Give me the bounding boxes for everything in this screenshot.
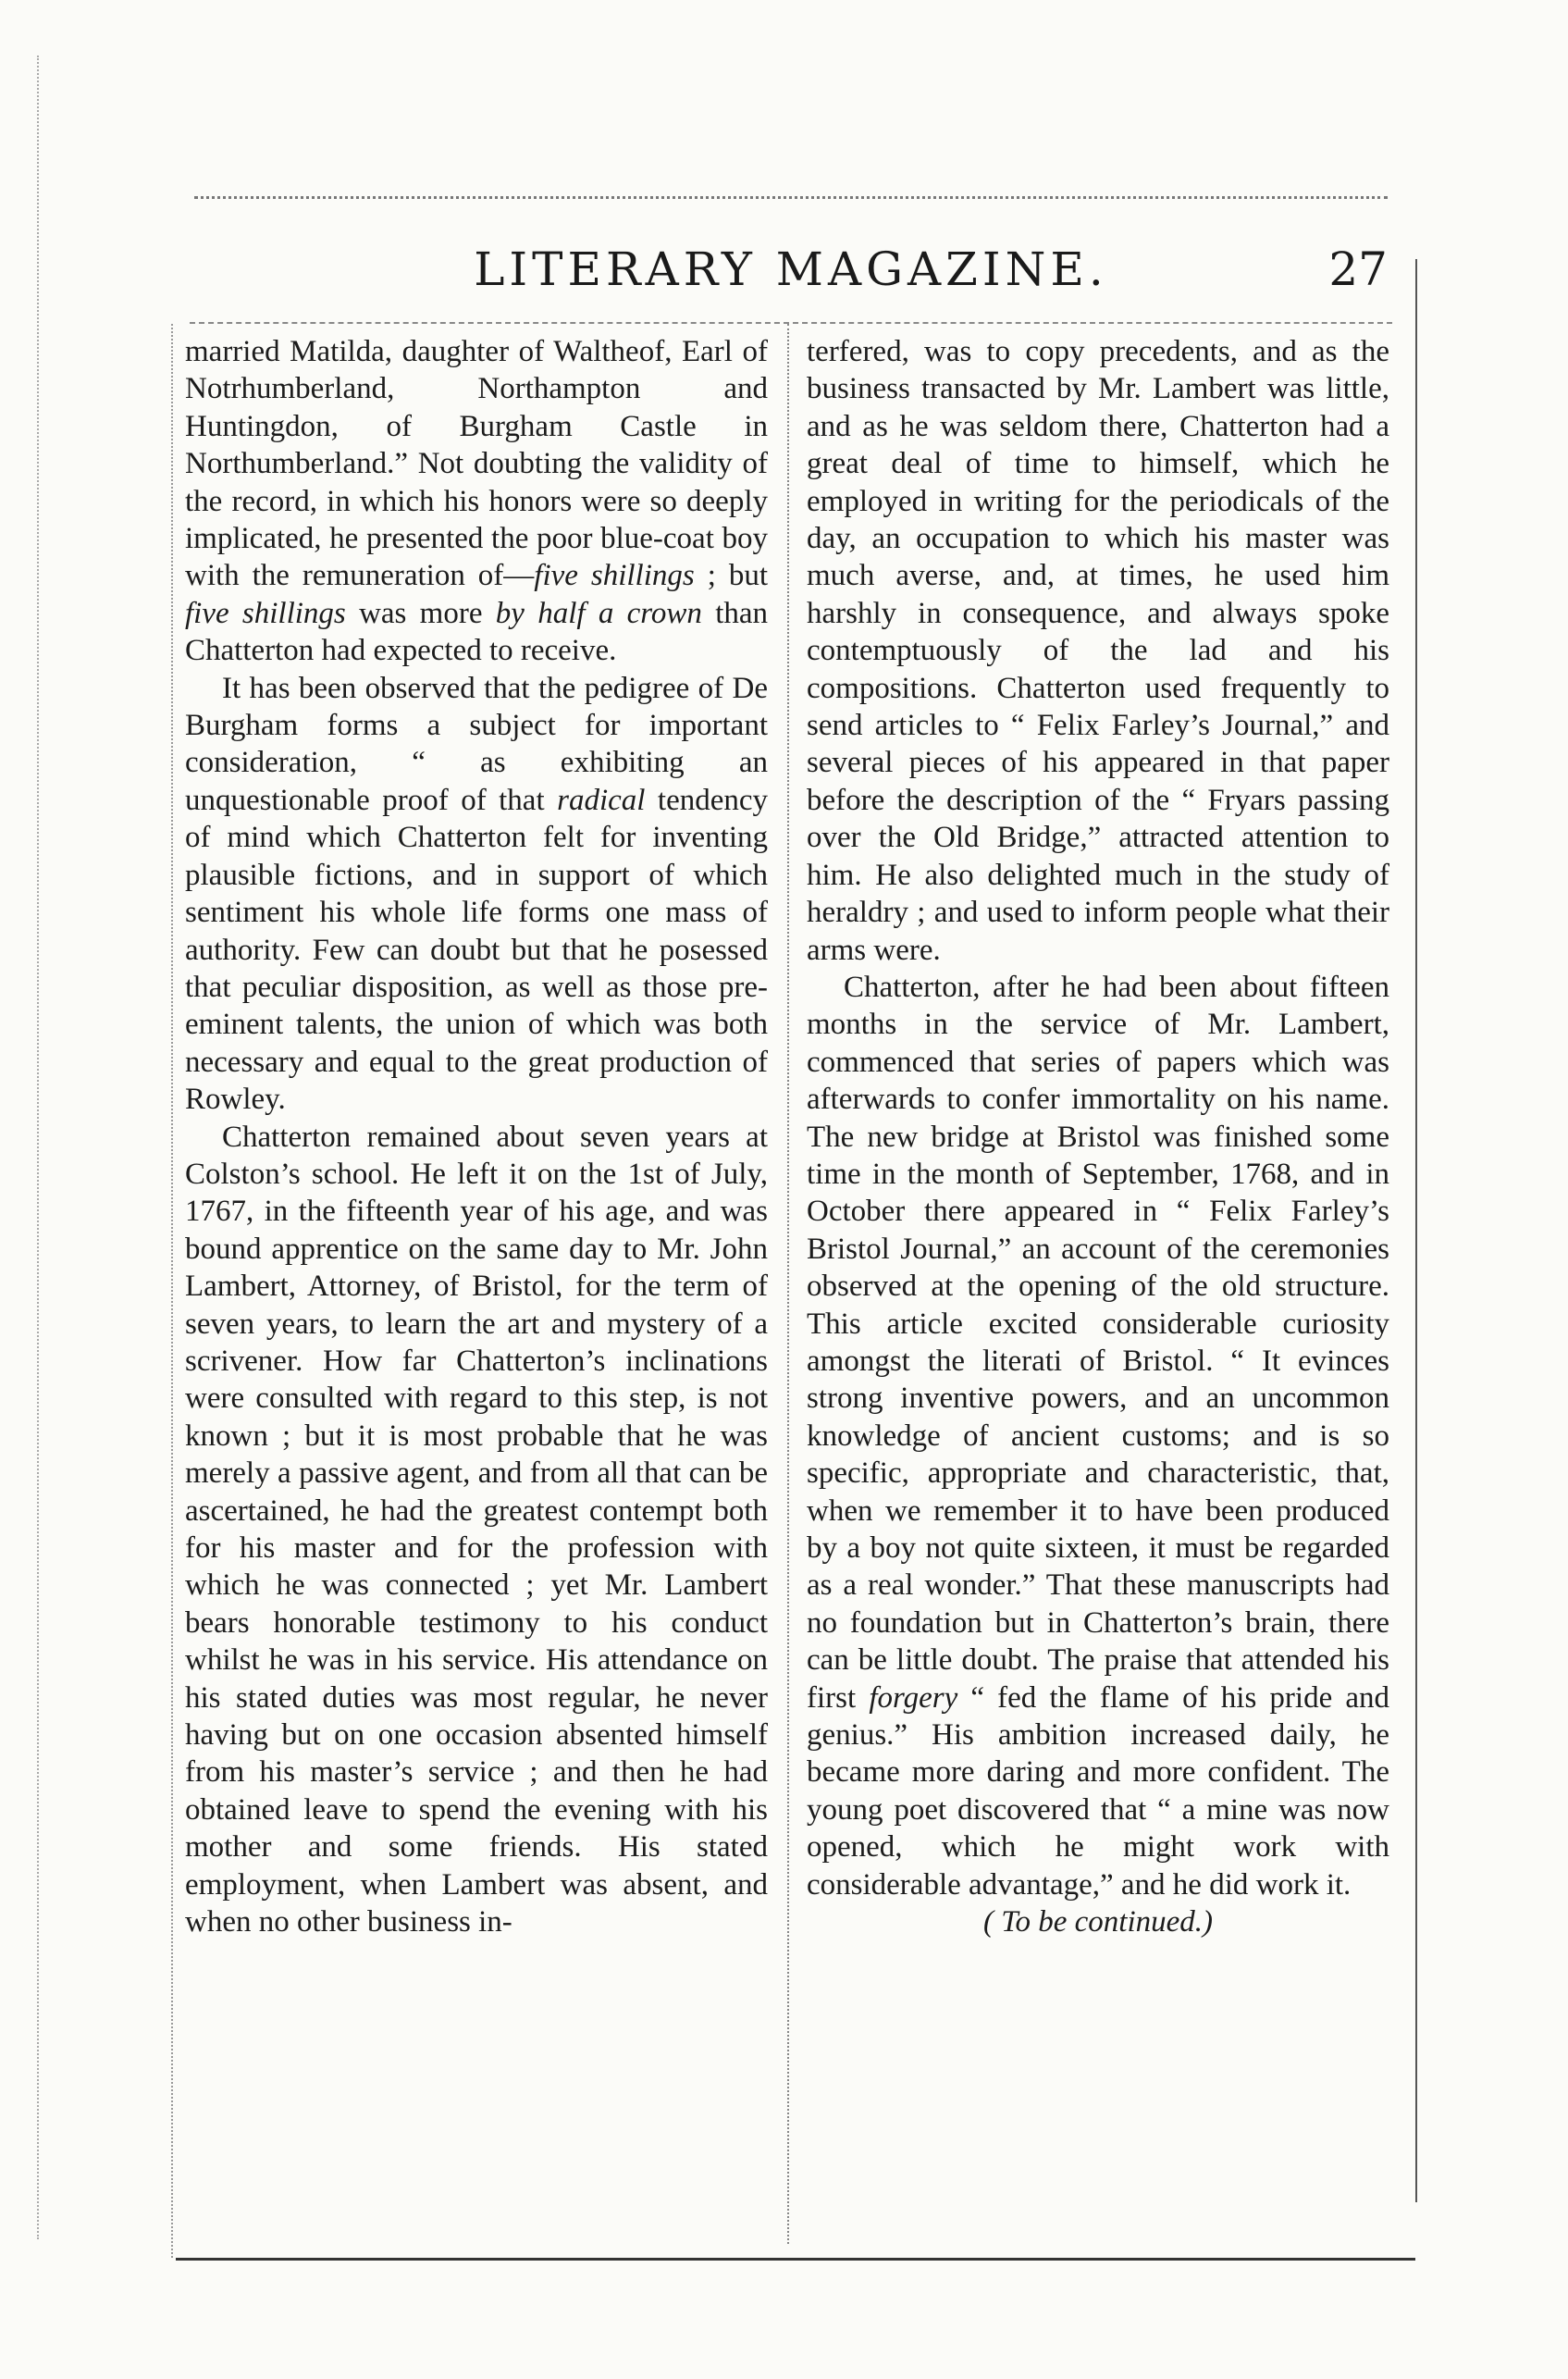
paragraph: terfered, was to copy precedents, and as the business transacted by Mr. Lambert was little, and as he was seldom there, Chatterton had a great deal of time to himself, which he employed in writing for the periodicals of the day, an occupation to which his master was much averse, and, at times, he used him harshly in consequence, and always spoke contemptuously of the lad and his compositions. Chatterton used frequently to send articles to “ Felix Farley’s Journal,” and several pieces of his appeared in that paper before the description of the “ Fryars passing over the Old Bridge,” attracted attention to him. He also delighted much in the study of heraldry ; and used to inform people what their arms were.: [807, 335, 1389, 967]
paragraph: [185, 333, 768, 670]
text: ; but: [707, 559, 768, 593]
text: was more: [359, 596, 483, 630]
column-divider: [787, 324, 789, 2244]
header-rule: [194, 196, 1388, 203]
italic-text: five shillings: [534, 559, 695, 593]
right-column: [807, 333, 1389, 1940]
paragraph: [185, 670, 768, 1119]
paragraph: Chatterton remained about seven years at Colston’s school. He left it on the 1st of July, 1767, in the fifteenth year of his age, and was bound apprentice on the same day to Mr. John Lambert, Attorney, of Bristol, for the term of seven years, to learn the art and mystery of a scrivener. How far Chatterton’s inclinations were consulted with regard to this step, is not known ; but it is most probable that he was merely a passive agent, and from all that can be ascertained, he had the greatest contempt both for his master and for the profession with which he was connected ; yet Mr. Lambert bears honorable testimony to his conduct whilst he was in his service. His attendance on his stated duties was most regular, he never having but on one occasion absented himself from his master’s service ; and then he had obtained leave to spend the evening with his mother and some friends. His stated employment, when Lambert was absent, and when no other business in-: [185, 1120, 768, 1939]
paragraph: [807, 969, 1389, 1903]
running-title: LITERARY MAGAZINE.: [474, 242, 1108, 296]
italic-text: radical: [557, 783, 646, 817]
header-underline: [190, 322, 1392, 327]
italic-text: forgery: [869, 1680, 958, 1715]
text: married Matilda, daughter of Waltheof, Earl of Notrhumberland, Northampton and Huntingdon, of Burgham Castle in Northumberland.” Not doubting the validity of the record, in which his honors were so deeply implicated, he presented the poor blue-coat boy with the remuneration of—: [185, 335, 768, 593]
right-margin-rule: [1415, 259, 1417, 2202]
text: It has been observed that the pedigree of De Burgham forms a subject for important consideration, “ as exhibiting an unquestionable proof of that: [185, 671, 768, 817]
text: tendency of mind which Chatterton felt for inventing plausible fictions, and in support of which sentiment his whole life forms one mass of authority. Few can doubt but that he posessed that peculiar disposition, as well as those pre-eminent talents, the union of which was both necessary and equal to the great production of Rowley.: [185, 783, 769, 1117]
page-number: 27: [1328, 242, 1388, 296]
italic-text: five shillings: [185, 596, 346, 630]
scan-edge-marks: [37, 56, 39, 2239]
footer-rule: [176, 2258, 1415, 2264]
left-margin-rule: [171, 324, 173, 2258]
italic-text: by half a crown: [495, 596, 702, 630]
text: than Chatterton had expected to receive.: [185, 596, 769, 668]
text: Chatterton, after he had been about fifteen months in the service of Mr. Lambert, commenced that series of papers which was afterwards to confer immortality on his name. The new bridge at Bristol was finished some time in the month of September, 1768, and in October there appeared in “ Felix Farley’s Bristol Journal,” an account of the ceremonies observed at the opening of the old structure. This article excited considerable curiosity amongst the literati of Bristol. “ It evinces strong inventive powers, and an uncommon knowledge of ancient customs; and is so specific, appropriate and characteristic, that, when we remember it to have been produced by a boy not quite sixteen, it must be regarded as a real wonder.” That these manuscripts had no foundation but in Chatterton’s brain, there can be little doubt. The praise that attended his first: [807, 970, 1389, 1715]
text: “ fed the flame of his pride and genius.” His ambition increased daily, he became more daring and more confident. The young poet discovered that “ a mine was now opened, which he might work with considerable advantage,” and he did work it.: [807, 1680, 1390, 1902]
running-head: [194, 242, 1388, 307]
to-be-continued: ( To be continued.): [982, 1905, 1214, 1939]
left-column: [185, 333, 768, 1940]
